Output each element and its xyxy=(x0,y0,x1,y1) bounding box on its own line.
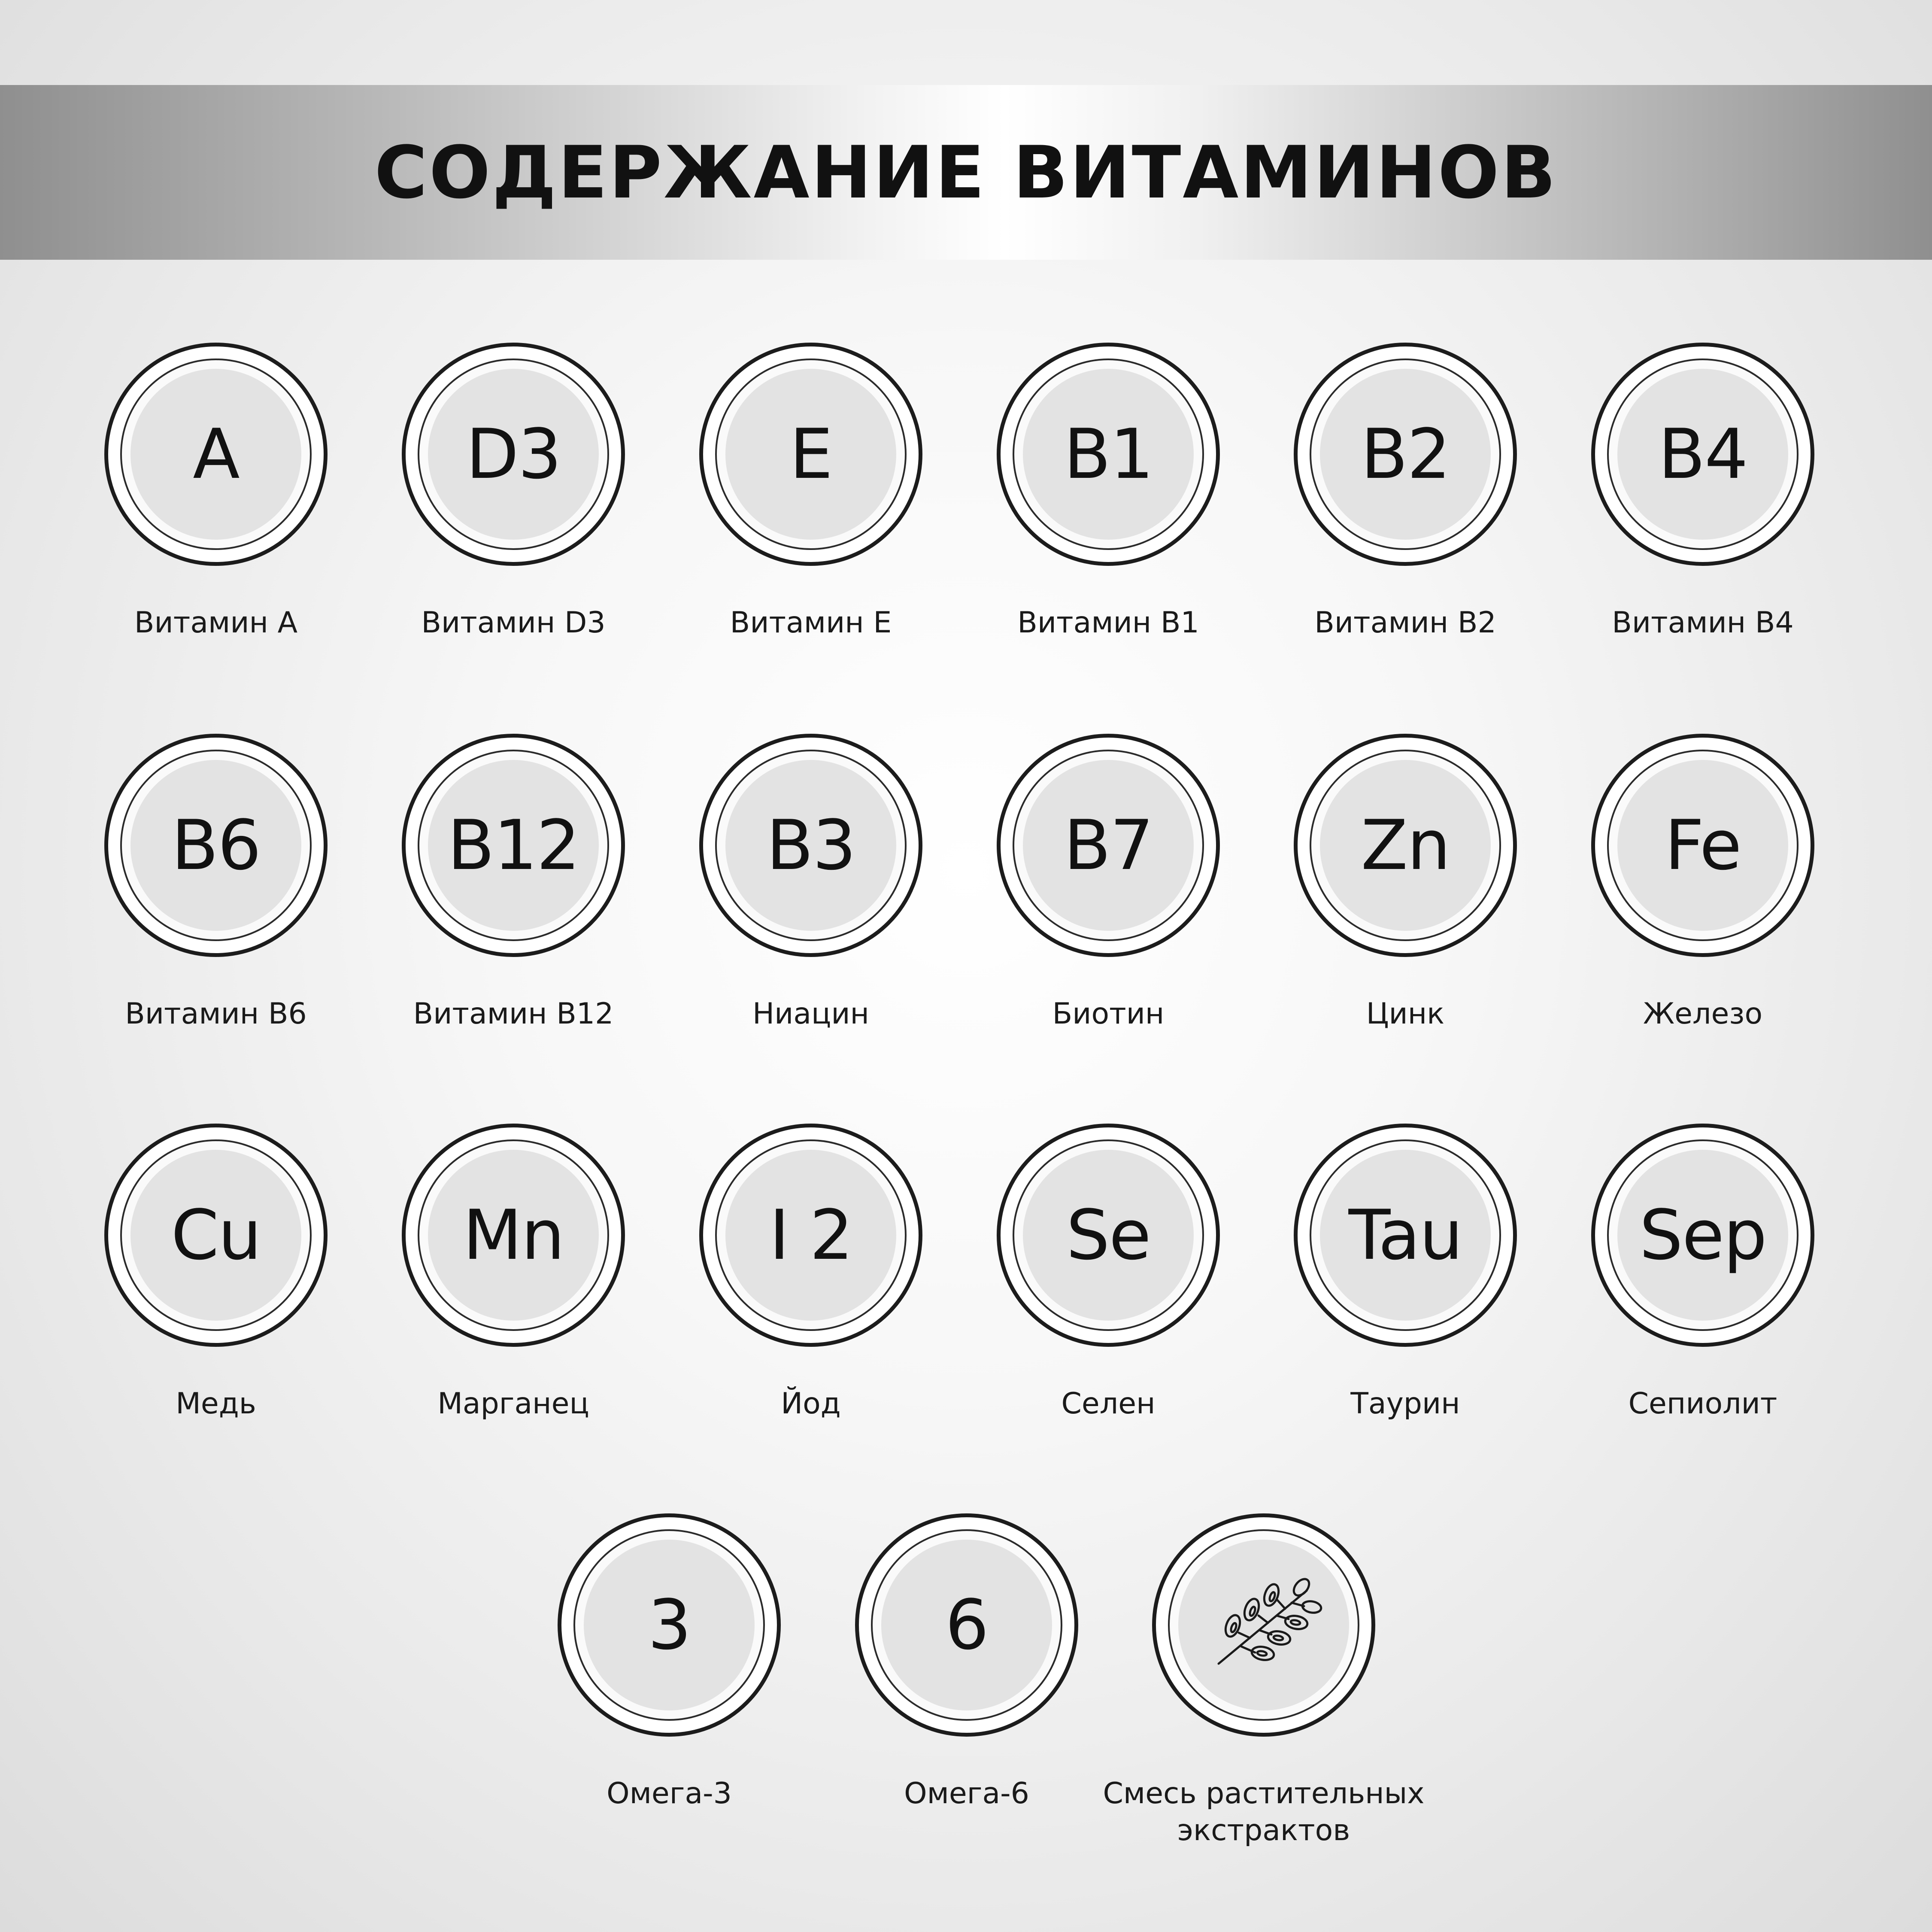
nutrient-label: Витамин A xyxy=(134,606,298,640)
nutrient-badge xyxy=(1591,734,1814,957)
nutrient-item-plant-extracts xyxy=(1103,1513,1425,1849)
nutrient-badge xyxy=(1294,1124,1517,1347)
nutrient-badge xyxy=(1591,1124,1814,1347)
nutrient-item-taurine xyxy=(1257,1124,1554,1422)
nutrient-badge xyxy=(997,734,1220,957)
nutrient-item-copper xyxy=(67,1124,364,1422)
nutrient-item-vitamin-b2 xyxy=(1257,343,1554,641)
nutrient-badge xyxy=(699,1124,922,1347)
nutrient-label: Ниацин xyxy=(752,997,869,1031)
nutrient-label: Витамин B1 xyxy=(1017,606,1199,640)
nutrient-symbol: B2 xyxy=(1361,414,1450,494)
nutrient-badge xyxy=(402,734,625,957)
nutrient-symbol: Mn xyxy=(463,1195,564,1275)
nutrient-label: Селен xyxy=(1061,1387,1156,1421)
nutrient-badge xyxy=(104,734,328,957)
nutrient-badge xyxy=(1294,343,1517,566)
nutrient-label: Витамин B4 xyxy=(1612,606,1794,640)
nutrient-label: Медь xyxy=(176,1387,256,1421)
nutrient-label: Витамин E xyxy=(730,606,892,640)
nutrient-label: Витамин B2 xyxy=(1314,606,1496,640)
nutrient-badge xyxy=(104,1124,328,1347)
nutrient-badge xyxy=(402,1124,625,1347)
nutrient-symbol: B3 xyxy=(766,805,855,885)
nutrient-symbol: B12 xyxy=(447,805,579,885)
nutrient-symbol: 6 xyxy=(945,1585,988,1665)
nutrient-symbol: B7 xyxy=(1064,805,1153,885)
nutrient-label: Биотин xyxy=(1052,997,1165,1031)
nutrient-item-selenium xyxy=(960,1124,1257,1422)
nutrient-item-vitamin-a xyxy=(67,343,364,641)
nutrient-item-manganese xyxy=(365,1124,662,1422)
nutrient-symbol: B1 xyxy=(1064,414,1153,494)
nutrient-label: Таурин xyxy=(1350,1387,1460,1421)
nutrient-symbol: E xyxy=(789,414,832,494)
nutrient-badge xyxy=(558,1513,781,1737)
nutrient-symbol: Fe xyxy=(1665,805,1741,885)
nutrient-symbol: A xyxy=(193,414,239,494)
nutrient-symbol: I 2 xyxy=(769,1195,852,1275)
nutrient-item-vitamin-b1 xyxy=(960,343,1257,641)
nutrient-item-iodine xyxy=(662,1124,959,1422)
nutrient-badge xyxy=(104,343,328,566)
nutrient-label: Йод xyxy=(781,1387,841,1421)
nutrient-label: Витамин B12 xyxy=(413,997,614,1031)
nutrient-label: Цинк xyxy=(1366,997,1445,1031)
nutrient-badge xyxy=(997,1124,1220,1347)
nutrient-symbol: Cu xyxy=(171,1195,261,1275)
nutrient-item-omega-6 xyxy=(818,1513,1115,1812)
nutrient-symbol: Tau xyxy=(1348,1195,1462,1275)
nutrient-symbol: B4 xyxy=(1658,414,1747,494)
nutrient-symbol: D3 xyxy=(466,414,561,494)
nutrient-label: Смесь растительных экстрактов xyxy=(1103,1777,1425,1847)
nutrient-badge xyxy=(1152,1513,1375,1737)
nutrient-item-omega-3 xyxy=(521,1513,818,1812)
nutrient-item-vitamin-b6 xyxy=(67,734,364,1033)
nutrient-symbol: Zn xyxy=(1361,805,1450,885)
nutrient-item-vitamin-b12 xyxy=(365,734,662,1033)
nutrient-item-sepiolite xyxy=(1554,1124,1851,1422)
nutrient-badge xyxy=(699,734,922,957)
nutrient-symbol: 3 xyxy=(648,1585,691,1665)
page-title: СОДЕРЖАНИЕ ВИТАМИНОВ xyxy=(374,130,1558,215)
nutrient-label: Витамин D3 xyxy=(421,606,606,640)
nutrient-symbol: Se xyxy=(1066,1195,1150,1275)
nutrient-badge xyxy=(1591,343,1814,566)
plant-sprig-icon xyxy=(1199,1561,1328,1689)
nutrient-badge xyxy=(699,343,922,566)
nutrient-label: Железо xyxy=(1643,997,1763,1031)
nutrient-item-zinc xyxy=(1257,734,1554,1033)
nutrient-item-vitamin-b4 xyxy=(1554,343,1851,641)
nutrient-symbol: B6 xyxy=(171,805,261,885)
nutrient-label: Марганец xyxy=(437,1387,589,1421)
nutrient-badge xyxy=(997,343,1220,566)
nutrient-item-vitamin-e xyxy=(662,343,959,641)
nutrient-badge xyxy=(1294,734,1517,957)
nutrient-label: Омега-6 xyxy=(904,1777,1029,1810)
nutrient-item-biotin xyxy=(960,734,1257,1033)
nutrient-item-iron xyxy=(1554,734,1851,1033)
nutrient-label: Сепиолит xyxy=(1628,1387,1777,1421)
nutrient-badge xyxy=(855,1513,1078,1737)
nutrient-label: Омега-3 xyxy=(607,1777,732,1810)
nutrient-symbol: Sep xyxy=(1639,1195,1766,1275)
nutrient-badge xyxy=(402,343,625,566)
nutrient-label: Витамин B6 xyxy=(125,997,307,1031)
nutrient-item-niacin xyxy=(662,734,959,1033)
nutrient-item-vitamin-d3 xyxy=(365,343,662,641)
